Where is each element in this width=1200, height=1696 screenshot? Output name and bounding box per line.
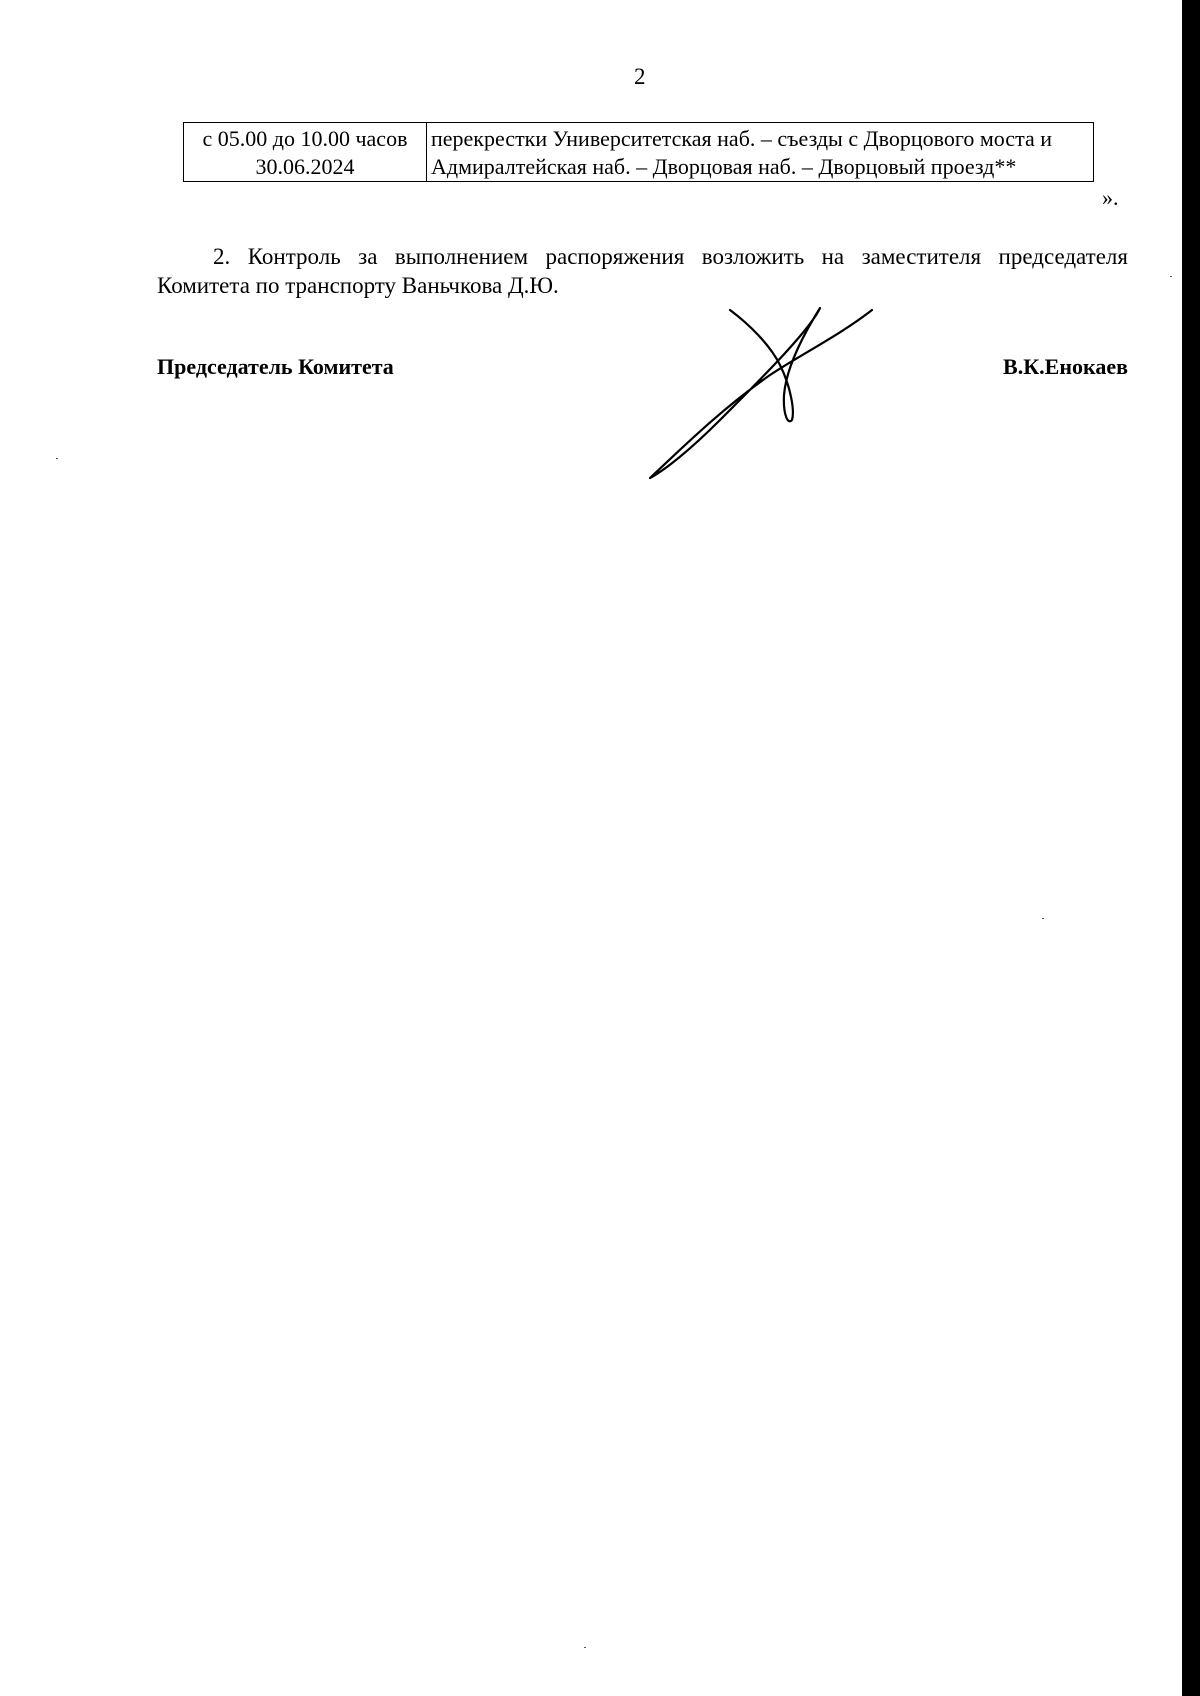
scan-speck [1042,918,1044,919]
location-cell: перекрестки Университетская наб. – съезды с Дворцового моста и Адмиралтейская наб. – Дворцовая наб. – Дворцовый проезд** [427,123,1094,182]
handwritten-signature-icon [640,300,880,485]
control-paragraph: 2. Контроль за выполнением распоряжения возложить на заместителя председателя Комитета по транспорту Ваньчкова Д.Ю. [157,244,1128,298]
scan-speck [1170,276,1172,277]
time-cell: с 05.00 до 10.00 часов 30.06.2024 [184,123,427,182]
scan-speck [584,1647,586,1648]
table-row [184,123,1094,182]
closing-quote: ». [1102,185,1119,210]
scan-edge [1182,0,1200,1696]
scan-speck [56,458,58,459]
signer-name: В.К.Енокаев [1003,354,1128,379]
page-number: 2 [634,64,646,89]
signer-title: Председатель Комитета [157,354,394,379]
schedule-table [183,122,1094,182]
